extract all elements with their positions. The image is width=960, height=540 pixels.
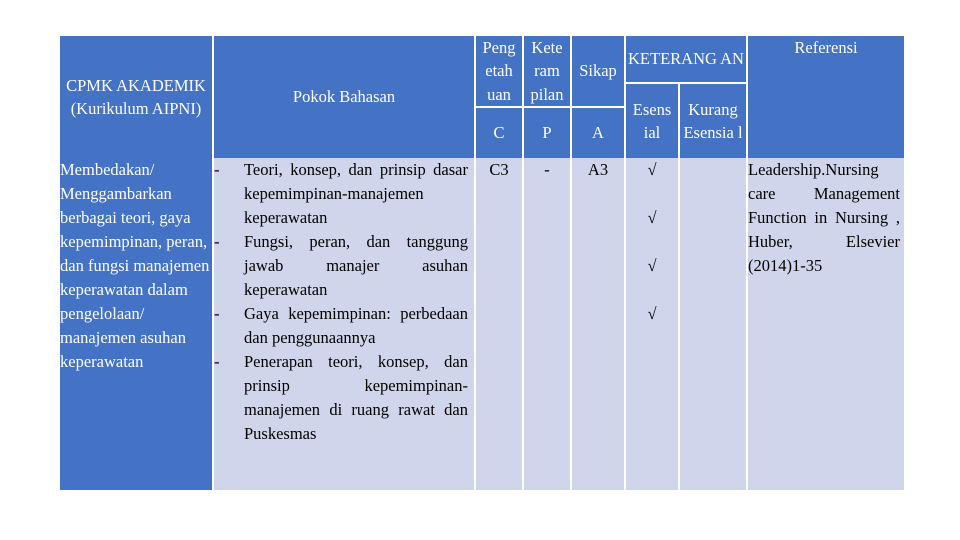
header-pokok-label: Pokok Bahasan	[292, 87, 396, 107]
pokok-bahasan-list	[214, 158, 468, 446]
header-p	[524, 108, 570, 158]
header-keterangan	[626, 36, 746, 82]
list-item: - Teori, konsep, dan prinsip dasar kepemimpinan-manajemen keperawatan	[214, 158, 468, 230]
value-a: A3	[587, 160, 609, 179]
cell-a	[572, 158, 624, 490]
header-a	[572, 108, 624, 158]
header-esensial	[626, 84, 678, 158]
header-keterampilan	[524, 36, 570, 106]
header-sikap-label: Sikap	[579, 61, 617, 81]
cpmk-text: Membedakan/ Menggambarkan berbagai teori, gaya kepemimpinan, peran, dan fungsi manajemen keperawatan dalam pengelolaan/ manajemen asuhan keperawatan	[60, 160, 210, 371]
cell-pokok-bahasan	[214, 158, 474, 490]
cell-referensi	[748, 158, 904, 490]
header-pengetahuan-label: Peng etah uan	[482, 37, 516, 104]
cell-c	[476, 158, 522, 490]
header-pokok-bahasan	[214, 36, 474, 158]
header-c-label: C	[493, 123, 505, 143]
cell-esensial	[626, 158, 678, 490]
header-a-label: A	[592, 123, 604, 143]
header-esensial-label: Esens ial	[632, 99, 672, 142]
list-item: - Fungsi, peran, dan tanggung jawab manajer asuhan keperawatan	[214, 230, 468, 302]
header-c	[476, 108, 522, 158]
cell-cpmk	[60, 158, 212, 490]
header-p-label: P	[542, 123, 552, 143]
list-item: - Gaya kepemimpinan: perbedaan dan penggunaannya	[214, 302, 468, 350]
referensi-text: Leadership.Nursing care Management Function in Nursing , Huber, Elsevier (2014)1-35	[748, 160, 900, 275]
check-mark-icon: √	[647, 208, 657, 227]
list-item: - Penerapan teori, konsep, dan prinsip kepemimpinan-manajemen di ruang rawat dan Puskesmas	[214, 350, 468, 446]
header-referensi-label: Referensi	[794, 38, 858, 57]
cell-kurang-esensial	[680, 158, 746, 490]
cell-p	[524, 158, 570, 490]
check-mark-icon: √	[647, 304, 657, 323]
header-cpmk-label: CPMK AKADEMIK (Kurikulum AIPNI)	[66, 75, 206, 118]
check-mark-icon: √	[647, 256, 657, 275]
check-mark-icon: √	[647, 160, 657, 179]
header-sikap	[572, 36, 624, 106]
value-c: C3	[489, 160, 509, 179]
header-keterangan-label: KETERANG AN	[628, 49, 744, 69]
header-keterampilan-label: Kete ram pilan	[530, 37, 564, 104]
header-referensi	[748, 36, 904, 158]
header-pengetahuan	[476, 36, 522, 106]
header-cpmk	[60, 36, 212, 158]
header-kurang-esensial	[680, 84, 746, 158]
header-kurang-esensial-label: Kurang Esensia l	[683, 99, 743, 142]
value-p: -	[544, 160, 550, 179]
